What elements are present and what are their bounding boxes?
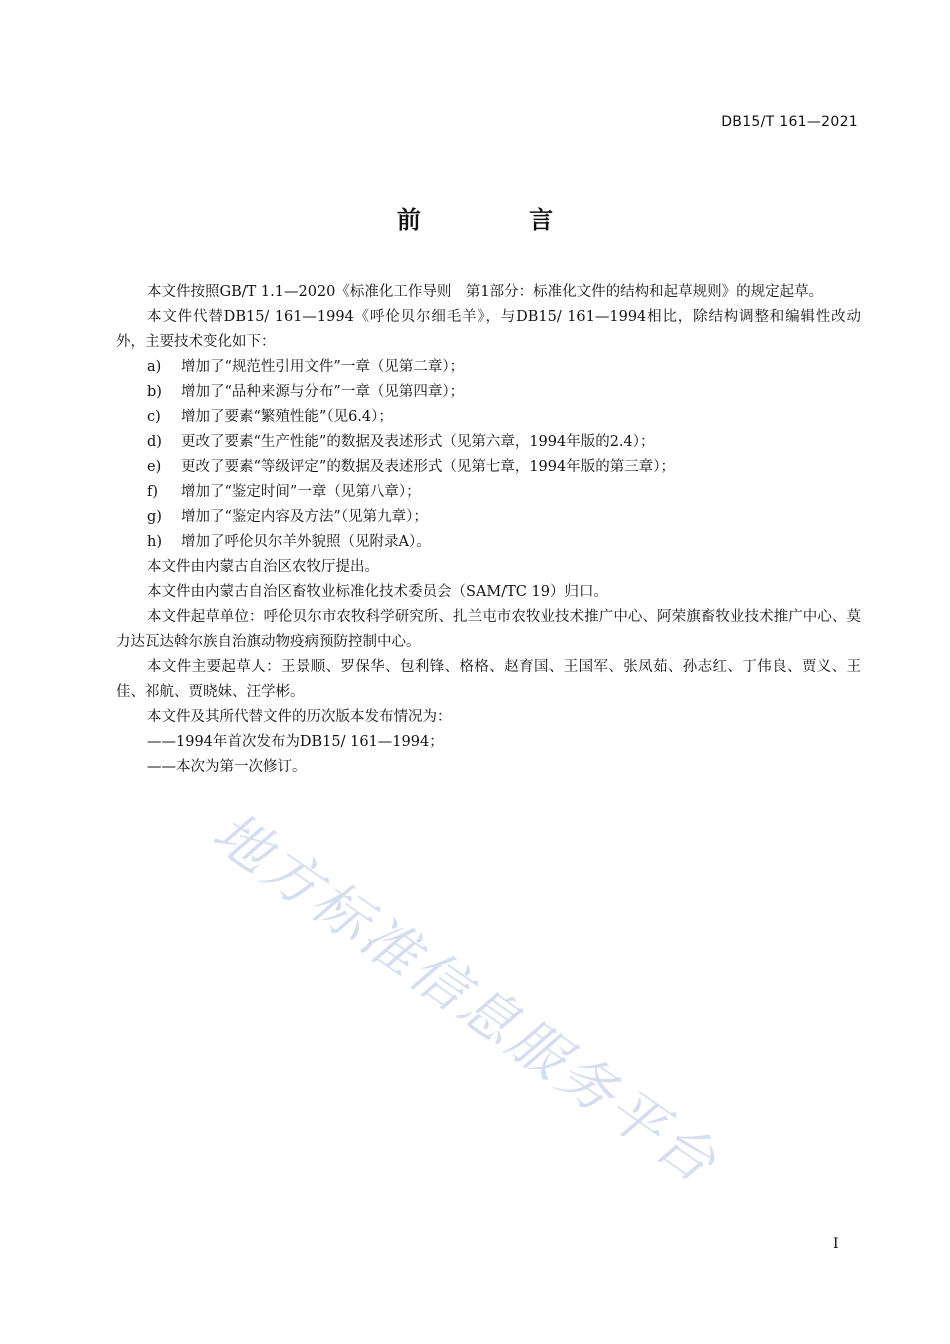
list-item <box>116 405 861 430</box>
list-item <box>116 480 861 505</box>
paragraph-committee: 本文件由内蒙古自治区畜牧业标准化技术委员会（SAM/TC 19）归口。 <box>147 584 608 600</box>
page-title: 前 言 <box>396 206 604 234</box>
list-item-text: 增加了要素“繁殖性能”（见6.4）； <box>181 409 393 425</box>
list-item-text: 增加了“品种来源与分布”一章（见第四章）； <box>181 384 465 400</box>
document-code: DB15/T 161—2021 <box>721 114 858 130</box>
list-item-text: 增加了“规范性引用文件”一章（见第二章）； <box>181 359 465 375</box>
list-item <box>116 455 861 480</box>
foreword-body <box>116 280 861 780</box>
list-item-label: d) <box>147 434 162 450</box>
list-item-label: f) <box>147 484 159 500</box>
list-item-text: 增加了呼伦贝尔羊外貌照（见附录A）。 <box>181 534 431 550</box>
list-item-label: a) <box>147 359 162 375</box>
list-item-label: b) <box>147 384 162 400</box>
list-item-text: 更改了要素“等级评定”的数据及表述形式（见第七章，1994年版的第三章）； <box>181 459 675 475</box>
list-item-label: e) <box>147 459 162 475</box>
paragraph-proposer: 本文件由内蒙古自治区农牧厅提出。 <box>147 559 379 575</box>
list-item <box>116 505 861 530</box>
paragraph-history-intro: 本文件及其所代替文件的历次版本发布情况为： <box>147 709 452 725</box>
list-item-text: 增加了“鉴定内容及方法”（见第九章）； <box>181 509 428 525</box>
list-item-text: 更改了要素“生产性能”的数据及表述形式（见第六章，1994年版的2.4）； <box>181 434 655 450</box>
paragraph-history-current: ——本次为第一次修订。 <box>147 759 307 775</box>
list-item-label: c) <box>147 409 161 425</box>
paragraph-drafters: 本文件主要起草人：王景顺、罗保华、包利锋、格格、赵育国、王国军、张凤茹、孙志红、丁伟良、贾义、王佳、祁航、贾晓妹、汪学彬。 <box>116 659 861 700</box>
list-item <box>116 530 861 555</box>
list-item <box>116 355 861 380</box>
list-item <box>116 430 861 455</box>
list-item-label: h) <box>147 534 162 550</box>
list-item-text: 增加了“鉴定时间”一章（见第八章）； <box>181 484 421 500</box>
paragraph-replacement: 本文件代替DB15/ 161—1994《呼伦贝尔细毛羊》，与DB15/ 161—1994相比，除结构调整和编辑性改动外，主要技术变化如下： <box>116 309 861 350</box>
paragraph-history-first: ——1994年首次发布为DB15/ 161—1994； <box>147 734 444 750</box>
paragraph-drafting-units: 本文件起草单位：呼伦贝尔市农牧科学研究所、扎兰屯市农牧业技术推广中心、阿荣旗畜牧业技术推广中心、莫力达瓦达斡尔族自治旗动物疫病预防控制中心。 <box>116 609 861 650</box>
page-number: I <box>833 1236 839 1252</box>
paragraph-drafting-rules: 本文件按照GB/T 1.1—2020《标准化工作导则 第1部分：标准化文件的结构和起草规则》的规定起草。 <box>147 284 824 300</box>
list-item-label: g) <box>147 509 162 525</box>
watermark: 地方标准信息服务平台 <box>200 799 730 1198</box>
list-item <box>116 380 861 405</box>
